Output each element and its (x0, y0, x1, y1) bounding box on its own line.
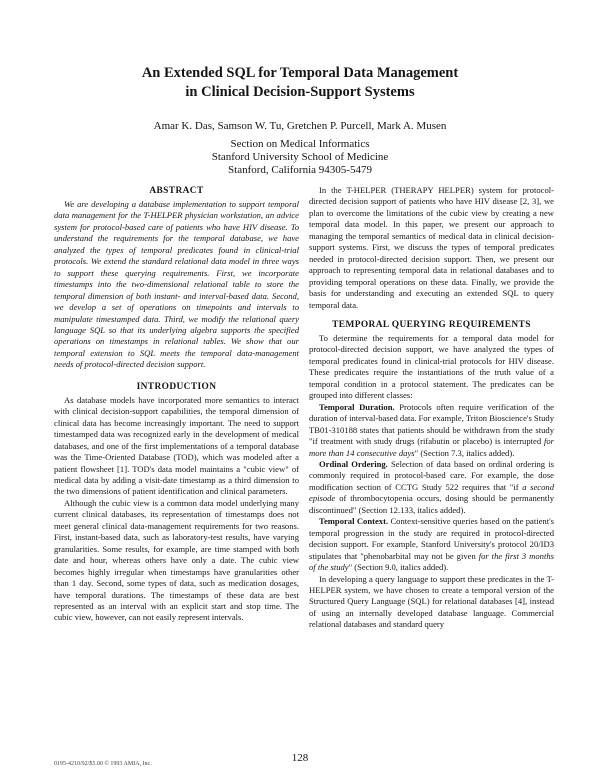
authors: Amar K. Das, Samson W. Tu, Gretchen P. Purcell, Mark A. Musen (153, 120, 447, 132)
context-paragraph (309, 516, 554, 573)
intro-continued-paragraph: In the T-HELPER (THERAPY HELPER) system for protocol-directed decision support of patients who have HIV disease [2, 3], we plan to overcome the limitations of the cubic view by creating a new temporal data model. In this paper, we present our approach to managing the temporal semantics of medical data in clinical decision-support systems. First, we discuss the types of temporal predicates needed in protocol-directed decision support. Then, we present our approach to representing temporal data in relational databases and to providing temporal operations on these data. Finally, we provide the basis for understanding and executing an extended SQL to query temporal data. (309, 185, 554, 310)
requirements-last-paragraph: In developing a query language to support these predicates in the T-HELPER system, we have chosen to create a temporal version of the Structured Query Language (SQL) for relational databases [4], instead of using an internally developed database language. Commercial relational databases and standard query (309, 573, 554, 630)
intro-paragraph-2: Although the cubic view is a common data model underlying many current clinical databases, its representation of timestamps does not meet general clinical data-management requirements for two reasons. First, instant-based data, such as laboratory-test results, have varying granularities. Some results, for example, are time stamped with both date and hour, whereas others have only a date. The cubic view becomes highly irregular when timestamps have granularities other than 1 day. Second, some types of data, such as medication dosages, have temporal durations. The timestamps of these data are best represented as an interval with an explicit start and stop time. The cubic view, however, can not easily represent intervals. (54, 497, 299, 623)
abstract-text: We are developing a database implementation to support temporal data management for the T-HELPER physician workstation, an advice system for protocol-based care of patients who have HIV disease. To understand the requirements for the temporal database, we have analyzed the types of temporal predicates found in clinical-trial protocols. We extend the standard relational data model in three ways to support these querying requirements. First, we incorporate timestamps into the two-dimensional relational table to store the temporal dimension of both instant- and interval-based data. Second, we develop a set of operations on timepoints and intervals to manipulate timestamped data. Third, we modify the relational query language SQL so that its underlying algebra supports the specified operations on timestamps in relational tables. We show that our temporal extension to SQL meets the temporal data-management needs of protocol-directed decision support. (54, 199, 299, 370)
left-column (54, 185, 299, 624)
requirements-heading: TEMPORAL QUERYING REQUIREMENTS (332, 319, 531, 330)
ordinal-emphasis: a second episode (309, 481, 554, 504)
duration-paragraph (309, 402, 554, 459)
affiliation-line1: Section on Medical Informatics (230, 138, 370, 150)
right-column (309, 185, 554, 631)
duration-text-a: Protocols often require verification of the duration of interval-based data. For example, Triton Bioscience's Study TB01-310188 states that patients should be withdrawn from the study "if treatment with study drugs (rifabutin or placebo) is interrupted (309, 401, 554, 447)
duration-term: Temporal Duration. (319, 401, 395, 412)
context-term: Temporal Context. (319, 516, 389, 527)
paper-title-line1: An Extended SQL for Temporal Data Management (141, 65, 459, 81)
introduction-heading: INTRODUCTION (136, 381, 217, 392)
duration-emphasis: for more than 14 consecutive days (309, 436, 554, 458)
abstract-heading: ABSTRACT (149, 186, 204, 196)
copyright-line: 0195-4210/92/$5.00 © 1993 AMIA, Inc. (54, 761, 152, 767)
paper-title-line2: in Clinical Decision-Support Systems (185, 84, 415, 100)
ordinal-text-b: of thrombocytopenia occurs, dosing should be permanently discontinued" (Section 12.133, italics added). (309, 493, 554, 515)
ordinal-term: Ordinal Ordering. (319, 458, 388, 469)
duration-text-b: " (Section 7.3, italics added). (414, 447, 515, 458)
ordinal-paragraph (309, 459, 554, 516)
affiliation-line3: Stanford, California 94305-5479 (228, 164, 372, 176)
requirements-paragraph-1: To determine the requirements for a temporal data model for protocol-directed decision support, we have analyzed the types of temporal predicates found in clinical-trial protocols for HIV disease. These predicates require the instantiations of the truth value of a temporal condition in a protocol statement. The predicates can be grouped into different classes: (309, 332, 554, 401)
ordinal-text-a: Selection of data based on ordinal ordering is commonly required in protocol-based care. For example, the dose modification section of CCTG Study 522 requires that "if (309, 458, 554, 492)
intro-paragraph-1: As database models have incorporated more semantics to interact with clinical decision-support capabilities, the temporal dimension of clinical data has become increasingly important. The need to support timestamped data was recognized early in the development of medical databases, and one of the first implementations of a temporal database was the Time-Oriented Database (TOD), which was modeled after a patient flowsheet [1]. TOD's data model maintains a "cubic view" of medical data by adding a visit-date timestamp as a third dimension to the two dimensions of patient identification and clinical parameters. (54, 394, 299, 497)
affiliation-line2: Stanford University School of Medicine (211, 151, 389, 163)
context-emphasis: for the first 3 months of the study (309, 550, 554, 573)
context-text-b: " (Section 9.0, italics added). (348, 562, 449, 573)
context-text-a: Context-sensitive queries based on the patient's temporal progression in the study are required in protocol-directed decision support. For example, Stanford University's protocol 20/ID3 stipulates that "phenobarbital may not be given (309, 516, 554, 561)
page-number: 128 (291, 752, 309, 764)
